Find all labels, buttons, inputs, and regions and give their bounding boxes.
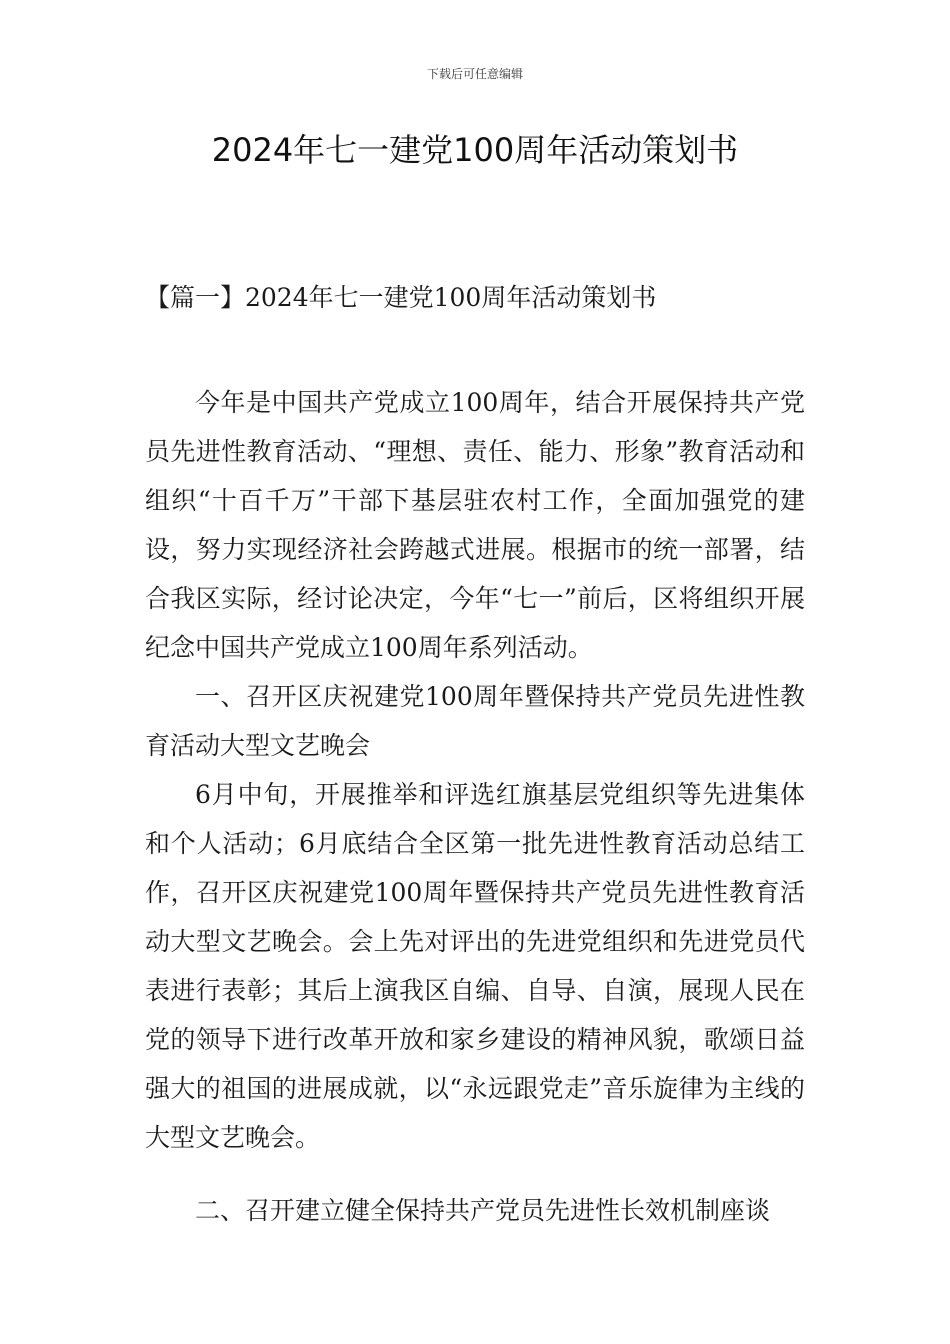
section-heading: 【篇一】2024年七一建党100周年活动策划书 <box>145 283 657 312</box>
paragraph-intro: 今年是中国共产党成立100周年，结合开展保持共产党员先进性教育活动、“理想、责任、能力、形象”教育活动和组织“十百千万”干部下基层驻农村工作，全面加强党的建设，努力实现经济社会跨越式进展。根据市的统一部署，结合我区实际，经讨论决定，今年“七一”前后，区将组织开展纪念中国共产党成立100周年系列活动。 <box>145 388 805 662</box>
paragraph-item-one-detail: 6月中旬，开展推举和评选红旗基层党组织等先进集体和个人活动；6月底结合全区第一批先进性教育活动总结工作，召开区庆祝建党100周年暨保持共产党员先进性教育活动大型文艺晚会。会上先对评出的先进党组织和先进党员代表进行表彰；其后上演我区自编、自导、自演，展现人民在党的领导下进行改革开放和家乡建设的精神风貌，歌颂日益强大的祖国的进展成就，以“永远跟党走”音乐旋律为主线的大型文艺晚会。 <box>145 780 805 1152</box>
document-title: 2024年七一建党100周年活动策划书 <box>211 131 739 169</box>
paragraph-item-two-heading: 二、召开建立健全保持共产党员先进性长效机制座谈 <box>195 1196 771 1225</box>
paragraph-item-one-heading: 一、召开区庆祝建党100周年暨保持共产党员先进性教育活动大型文艺晚会 <box>145 682 805 760</box>
page-header-note: 下载后可任意编辑 <box>426 67 523 81</box>
document-body <box>145 378 805 1235</box>
